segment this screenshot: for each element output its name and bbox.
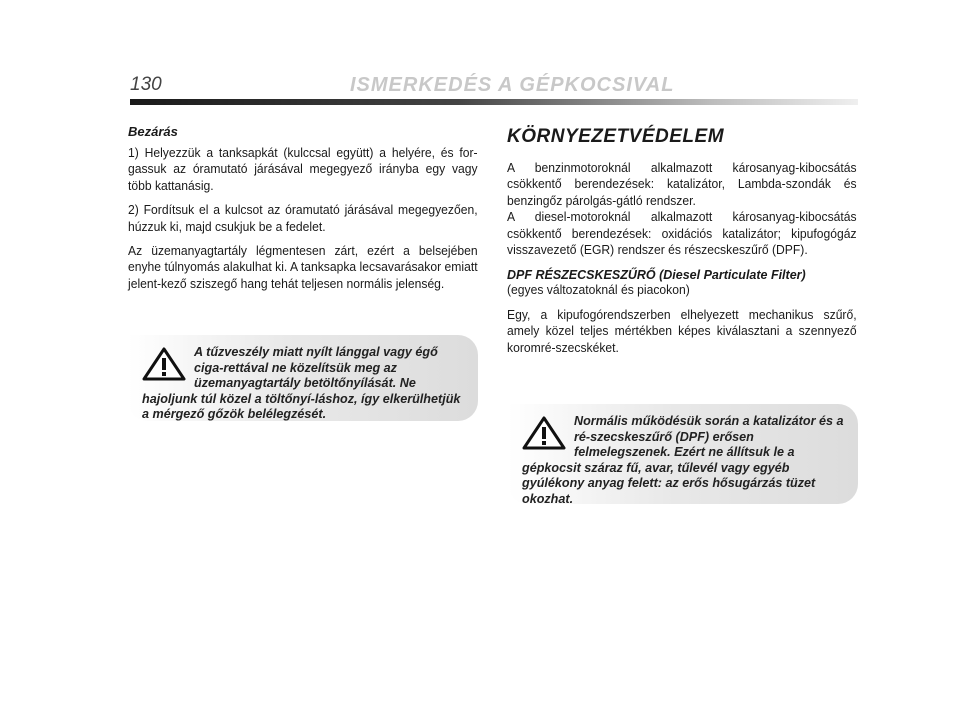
section-heading-environment: KÖRNYEZETVÉDELEM xyxy=(507,126,725,147)
paragraph-step-1: 1) Helyezzük a tanksapkát (kulccsal együtt) a helyére, és for-gassuk az óramutató járásával megegyező irányba egy vagy több kattanásig. xyxy=(128,145,478,193)
warning-text-heat: Normális működésük során a katalizátor és a ré-szecskeszűrő (DPF) erősen felmelegszenek. Ezért ne állítsuk le a gépkocsit száraz fű, avar, tűlevél vagy egyéb gyúlékony anyag felett: az erős hősugárzás tüzet okozhat. xyxy=(522,414,844,506)
warning-triangle-icon xyxy=(522,416,566,450)
section-heading-closing: Bezárás xyxy=(128,124,178,139)
left-column xyxy=(128,124,478,300)
paragraph-step-2: 2) Fordítsuk el a kulcsot az óramutató járásával megegyezően, húzzuk ki, majd csukjuk be a fedelet. xyxy=(128,202,478,234)
page-header xyxy=(0,0,960,110)
paragraph-diesel-emissions: A diesel-motoroknál alkalmazott károsanyag-kibocsátás csökkentő berendezések: oxidációs katalizátor; kipufogógáz visszavezető (EGR) rendszer és részecskeszűrő (DPF). xyxy=(507,209,857,258)
page-title: ISMERKEDÉS A GÉPKOCSIVAL xyxy=(350,74,675,96)
dpf-heading: DPF RÉSZECSKESZŰRŐ (Diesel Particulate Filter) xyxy=(507,268,806,283)
warning-box-heat xyxy=(508,404,858,504)
warning-triangle-icon xyxy=(142,347,186,381)
right-column xyxy=(507,124,857,364)
warning-box-fire xyxy=(128,335,478,421)
header-rule xyxy=(130,99,858,105)
paragraph-pressure-note: Az üzemanyagtartály légmentesen zárt, ezért a belsejében enyhe túlnyomás alakulhat ki. A tanksapka lecsavarásakor emiatt jelent-kező sziszegő hang tehát teljesen normális jelenség. xyxy=(128,243,478,291)
page-number: 130 xyxy=(130,74,162,95)
warning-text-fire: A tűzveszély miatt nyílt lánggal vagy égő ciga-rettával ne közelítsük meg az üzemanyagtartály betöltőnyílását. Ne hajoljunk túl közel a töltőnyí-láshoz, így elkerülhetjük a mérgező gőzök belélegzését. xyxy=(142,345,461,422)
paragraph-dpf-description: Egy, a kipufogórendszerben elhelyezett mechanikus szűrő, amely közel teljes mértékben képes kiválasztani a szennyező koromré-szecskéket. xyxy=(507,306,857,355)
paragraph-petrol-emissions: A benzinmotoroknál alkalmazott károsanyag-kibocsátás csökkentő berendezések: katalizátor, Lambda-szondák és benzingőz párolgás-gátló rendszer. xyxy=(507,160,857,208)
dpf-note: (egyes változatoknál és piacokon) xyxy=(507,282,690,298)
